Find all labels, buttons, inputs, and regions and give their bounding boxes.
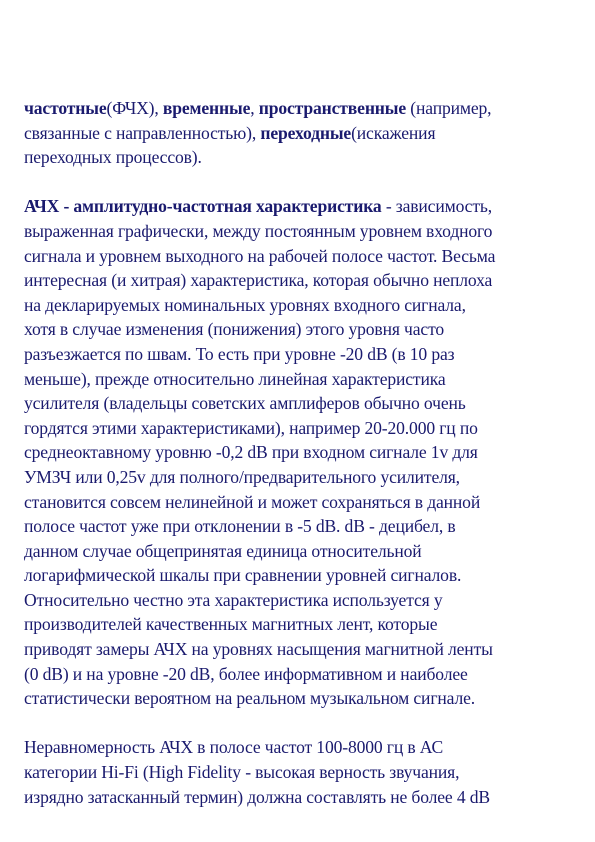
text-span: Неравномерность АЧХ в полосе частот 100-8000 гц в АС категории Hi-Fi (High Fidelity - высокая верность звучания, изрядно затасканный термин) должна составлять не более 4 dB [24,737,490,807]
paragraph-distortion-types [24,96,584,170]
paragraph-hifi-unevenness [24,735,584,809]
text-span: (искажения переходных процессов). [24,122,436,168]
document-page [24,96,584,834]
term-transient: переходные [260,122,352,143]
term-spatial: пространственные [258,98,407,118]
text-span: , [250,98,259,118]
term-temporal: временные [162,98,251,118]
paragraph-frequency-response [24,194,584,710]
text-span: (ФЧХ), [106,98,163,118]
text-span: - зависимость, выраженная графически, между постоянным уровнем входного сигнала и уровнем выходного на рабочей полосе частот. Весьма интересная (и хитрая) характеристика, которая обычно неплоха на декларируемых номинальных уровнях входного сигнала, хотя в случае изменения (понижения) этого уровня часто разъезжается по швам. То есть при уровне -20 dB (в 10 раз меньше), прежде относительно линейная характеристика усилителя (владельцы советских амплиферов обычно очень гордятся этими характеристиками), например 20-20.000 гц по среднеоктавному уровню -0,2 dB при входном сигнале 1v для УМЗЧ или 0,25v для полного/предварительного усилителя, становится совсем нелинейной и может сохраняться в данной полосе частот уже при отклонении в -5 dB. dB - децибел, в данном случае общепринятая единица относительной логарифмической шкалы при сравнении уровней сигналов. Относительно честно эта характеристика используется у производителей качественных магнитных лент, которые приводят замеры АЧХ на уровнях насыщения магнитной ленты (0 dB) и на уровне -20 dB, более информативном и наиболее статистически вероятном на реальном музыкальном сигнале. [24,196,496,709]
term-frequency-response: АЧХ - амплитудно-частотная характеристика [24,196,382,217]
text-span: (например, связанные с направленностью), [24,98,492,143]
term-frequency-phase: частотные [24,98,107,118]
